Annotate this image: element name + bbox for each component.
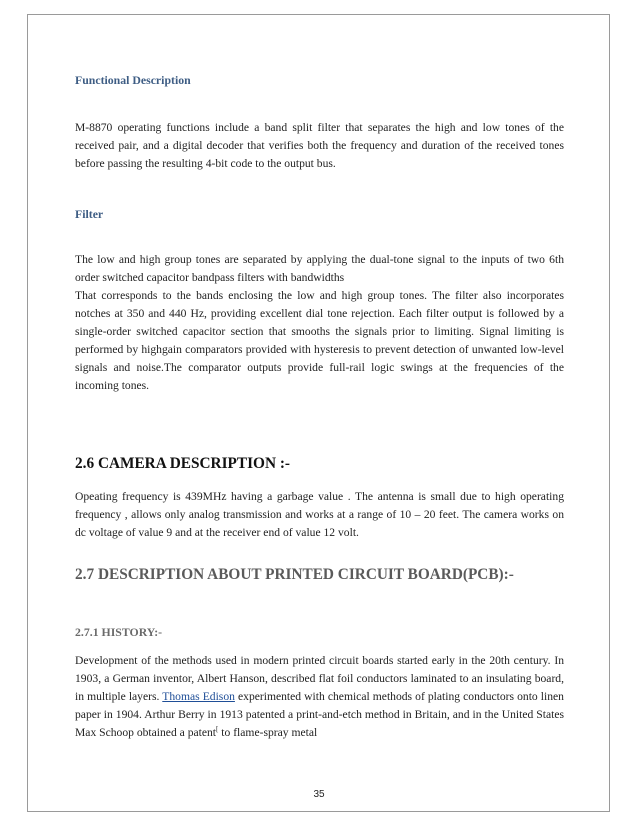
history-text-3: to flame-spray metal xyxy=(221,726,318,739)
heading-pcb-description: 2.7 DESCRIPTION ABOUT PRINTED CIRCUIT BOARD(PCB):- xyxy=(75,566,514,583)
paragraph-functional-description: M-8870 operating functions include a band split filter that separates the high and low tones of the received pair, and a digital decoder that verifies both the frequency and duration of the received tones before passing the resulting 4-bit code to the output bus. xyxy=(75,121,564,170)
heading-functional-description: Functional Description xyxy=(75,73,191,87)
paragraph-history xyxy=(75,652,564,742)
heading-history: 2.7.1 HISTORY:- xyxy=(75,625,163,639)
page-number: 35 xyxy=(313,789,325,800)
filter-text-line1: The low and high group tones are separated by applying the dual-tone signal to the inputs of two 6th order switched capacitor bandpass filters with bandwidths xyxy=(75,253,564,284)
history-text-2: experimented with chemical methods of plating conductors onto linen paper in 1904. Arthur Berry in 1913 patented a print-and-etch method in Britain, and in the United States Max Schoop obtained a patent xyxy=(75,690,564,739)
heading-filter: Filter xyxy=(75,207,104,221)
footnote-mark[interactable]: [ xyxy=(216,725,219,734)
history-text-1: Development of the methods used in modern printed circuit boards started early in the 20th century. In 1903, a German inventor, Albert Hanson, described flat foil conductors laminated to an insulating board, in multiple layers. xyxy=(75,654,564,703)
thomas-edison-link[interactable]: Thomas Edison xyxy=(162,690,235,703)
paragraph-camera-description: Opeating frequency is 439MHz having a garbage value . The antenna is small due to high operating frequency , allows only analog transmission and works at a range of 10 – 20 feet. The camera works on dc voltage of value 9 and at the receiver end of value 12 volt. xyxy=(75,490,564,539)
paragraph-filter xyxy=(75,251,564,395)
heading-camera-description: 2.6 CAMERA DESCRIPTION :- xyxy=(75,455,291,472)
filter-text-line2: That corresponds to the bands enclosing the low and high group tones. The filter also incorporates notches at 350 and 440 Hz, providing excellent dial tone rejection. Each filter output is followed by a single-order switched capacitor section that smooths the signals prior to limiting. Signal limiting is performed by highgain comparators provided with hysteresis to prevent detection of unwanted low-level signals and noise.The comparator outputs provide full-rail logic swings at the frequencies of the incoming tones. xyxy=(75,289,564,392)
